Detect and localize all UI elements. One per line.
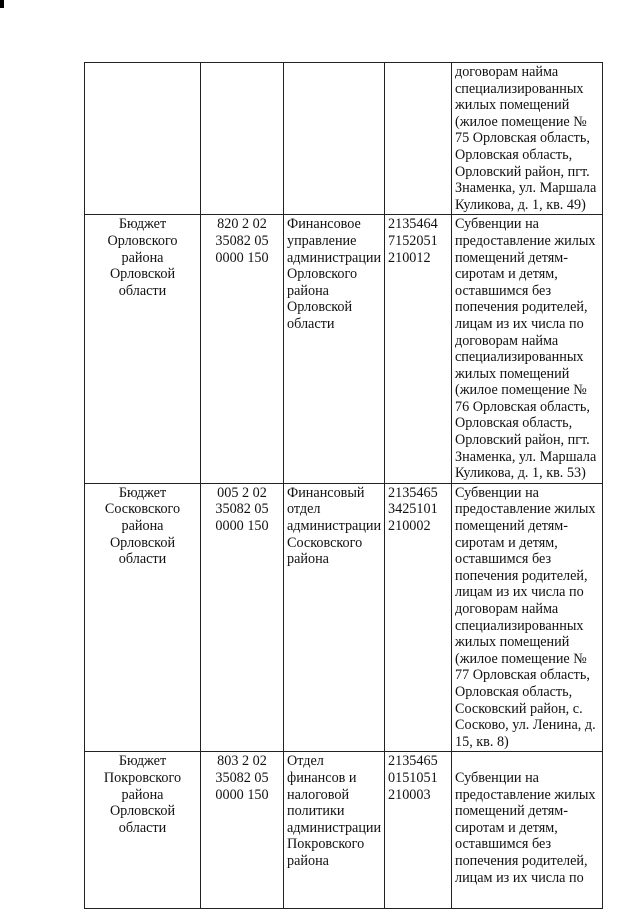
kbk-cell: 2135465 0151051 210003 <box>385 752 452 908</box>
table-row <box>85 752 603 908</box>
kbk-cell: 2135465 3425101 210002 <box>385 483 452 752</box>
purpose-cell <box>452 752 603 908</box>
budget-code-cell: 820 2 02 35082 05 0000 150 <box>201 215 284 484</box>
purpose-cell: Субвенции на предоставление жилых помещений детям- сиротам и детям, оставшимся без попечения родителей, лицам из их числа по договорам найма специализированных жилых помещений (жилое помещение № 77 Орловская область, Орловская область, Сосковский район, с. Сосково, ул. Ленина, д. 15, кв. 8) <box>452 483 603 752</box>
budget-subvention-table <box>84 62 603 909</box>
purpose-text: Субвенции на предоставление жилых помещений детям- сиротам и детям, оставшимся без попечения родителей, лицам из их числа по <box>455 769 596 886</box>
purpose-cell: договорам найма специализированных жилых помещений (жилое помещение № 75 Орловская область, Орловская область, Орловский район, пгт. Знаменка, ул. Маршала Куликова, д. 1, кв. 49) <box>452 63 603 215</box>
administrator-cell: Отдел финансов и налоговой политики администрации Покровского района <box>284 752 385 908</box>
administrator-cell: Финансовый отдел администрации Сосковского района <box>284 483 385 752</box>
budget-cell: Бюджет Покровского района Орловской области <box>85 752 201 908</box>
administrator-cell <box>284 63 385 215</box>
scan-corner-mark <box>0 0 4 8</box>
budget-code-cell: 803 2 02 35082 05 0000 150 <box>201 752 284 908</box>
kbk-cell: 2135464 7152051 210012 <box>385 215 452 484</box>
table-row <box>85 483 603 752</box>
purpose-cell: Субвенции на предоставление жилых помещений детям- сиротам и детям, оставшимся без попечения родителей, лицам из их числа по договорам найма специализированных жилых помещений (жилое помещение № 76 Орловская область, Орловская область, Орловский район, пгт. Знаменка, ул. Маршала Куликова, д. 1, кв. 53) <box>452 215 603 484</box>
administrator-cell: Финансовое управление администрации Орловского района Орловской области <box>284 215 385 484</box>
budget-cell: Бюджет Орловского района Орловской области <box>85 215 201 484</box>
table-row <box>85 215 603 484</box>
budget-code-cell <box>201 63 284 215</box>
kbk-cell <box>385 63 452 215</box>
budget-cell <box>85 63 201 215</box>
table-row <box>85 63 603 215</box>
budget-code-cell: 005 2 02 35082 05 0000 150 <box>201 483 284 752</box>
budget-cell: Бюджет Сосковского района Орловской области <box>85 483 201 752</box>
